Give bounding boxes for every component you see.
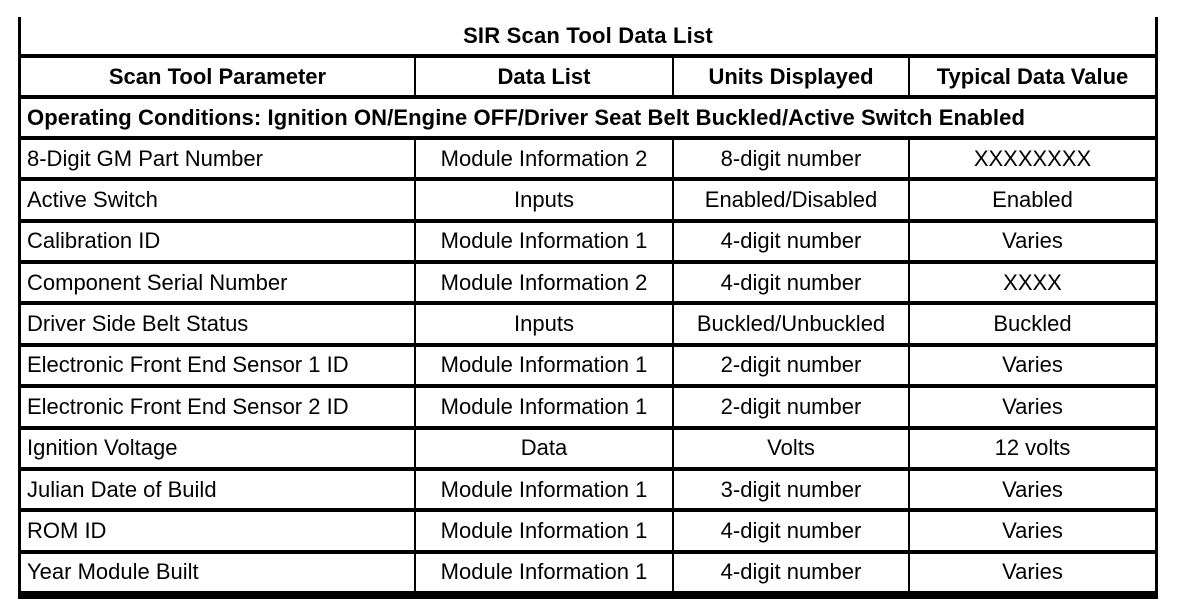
parameter-cell: ROM ID	[18, 512, 414, 549]
table-row	[18, 512, 1158, 549]
units-cell: Buckled/Unbuckled	[672, 305, 908, 342]
units-cell: Enabled/Disabled	[672, 181, 908, 218]
units-cell: 8-digit number	[672, 140, 908, 177]
data-list-cell: Module Information 1	[414, 512, 672, 549]
table-row	[18, 347, 1158, 384]
table-row	[18, 471, 1158, 508]
parameter-cell: Electronic Front End Sensor 1 ID	[18, 347, 414, 384]
units-cell: 2-digit number	[672, 347, 908, 384]
parameter-cell: Electronic Front End Sensor 2 ID	[18, 388, 414, 425]
table-row	[18, 181, 1158, 218]
typical-value-cell: XXXX	[908, 264, 1158, 301]
table-row	[18, 264, 1158, 301]
parameter-cell: Year Module Built	[18, 554, 414, 591]
units-cell: 4-digit number	[672, 512, 908, 549]
typical-value-cell: Varies	[908, 347, 1158, 384]
parameter-cell: 8-Digit GM Part Number	[18, 140, 414, 177]
data-list-cell: Module Information 1	[414, 347, 672, 384]
data-list-cell: Module Information 1	[414, 223, 672, 260]
parameter-cell: Ignition Voltage	[18, 430, 414, 467]
units-cell: 3-digit number	[672, 471, 908, 508]
typical-value-cell: 12 volts	[908, 430, 1158, 467]
data-list-cell: Inputs	[414, 181, 672, 218]
parameter-cell: Julian Date of Build	[18, 471, 414, 508]
typical-value-cell: XXXXXXXX	[908, 140, 1158, 177]
data-list-cell: Module Information 1	[414, 554, 672, 591]
header-data-list: Data List	[414, 58, 672, 95]
scan-tool-data-table-frame	[18, 17, 1158, 599]
table-row	[18, 388, 1158, 425]
parameter-cell: Calibration ID	[18, 223, 414, 260]
data-list-cell: Inputs	[414, 305, 672, 342]
data-list-cell: Module Information 2	[414, 264, 672, 301]
header-units-displayed: Units Displayed	[672, 58, 908, 95]
units-cell: 4-digit number	[672, 223, 908, 260]
table-title-row	[18, 17, 1158, 54]
data-list-cell: Module Information 1	[414, 471, 672, 508]
data-list-cell: Module Information 2	[414, 140, 672, 177]
operating-conditions-row	[18, 99, 1158, 136]
units-cell: Volts	[672, 430, 908, 467]
operating-conditions: Operating Conditions: Ignition ON/Engine OFF/Driver Seat Belt Buckled/Active Switch Enabled	[18, 99, 1158, 136]
parameter-cell: Component Serial Number	[18, 264, 414, 301]
units-cell: 2-digit number	[672, 388, 908, 425]
table-title: SIR Scan Tool Data List	[18, 17, 1158, 54]
table-header-row	[18, 58, 1158, 95]
data-list-cell: Module Information 1	[414, 388, 672, 425]
table-row	[18, 140, 1158, 177]
typical-value-cell: Varies	[908, 388, 1158, 425]
table-row	[18, 430, 1158, 467]
units-cell: 4-digit number	[672, 554, 908, 591]
typical-value-cell: Varies	[908, 471, 1158, 508]
typical-value-cell: Buckled	[908, 305, 1158, 342]
data-list-cell: Data	[414, 430, 672, 467]
parameter-cell: Active Switch	[18, 181, 414, 218]
table-row	[18, 223, 1158, 260]
typical-value-cell: Varies	[908, 554, 1158, 591]
header-scan-tool-parameter: Scan Tool Parameter	[18, 58, 414, 95]
scan-tool-data-table	[18, 13, 1158, 595]
typical-value-cell: Enabled	[908, 181, 1158, 218]
header-typical-data-value: Typical Data Value	[908, 58, 1158, 95]
parameter-cell: Driver Side Belt Status	[18, 305, 414, 342]
table-row	[18, 305, 1158, 342]
table-row	[18, 554, 1158, 591]
typical-value-cell: Varies	[908, 512, 1158, 549]
units-cell: 4-digit number	[672, 264, 908, 301]
typical-value-cell: Varies	[908, 223, 1158, 260]
